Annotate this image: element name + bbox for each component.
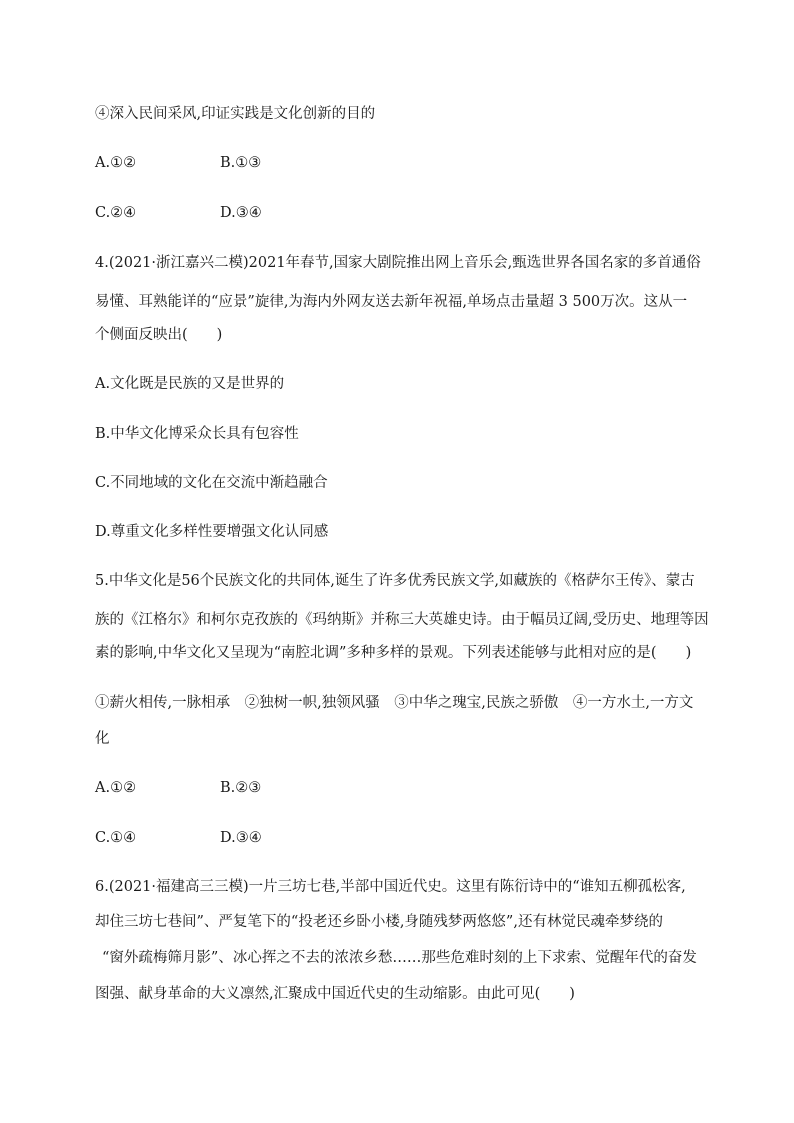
q4-option-d: D.尊重文化多样性要增强文化认同感 [95,524,329,540]
q3-option-b: B.①③ [220,155,262,171]
q3-item-4: ④深入民间采风,印证实践是文化创新的目的 [95,106,376,122]
q6-stem-line-4: 图强、献身革命的大义凛然,汇聚成中国近代史的生动缩影。由此可见( ) [95,986,575,1002]
q3-options-row-1 [95,153,715,173]
q5-option-d: D.③④ [220,830,262,846]
q5-stem-line-2: 族的《江格尔》和柯尔克孜族的《玛纳斯》并称三大英雄史诗。由于幅员辽阔,受历史、地理等因 [95,612,709,628]
q3-options-row-2 [95,203,715,223]
q4-option-a: A.文化既是民族的又是世界的 [95,376,285,392]
q5-stem-line-3: 素的影响,中华文化又呈现为“南腔北调”多种多样的景观。下列表述能够与此相对应的是( ) [95,645,692,661]
q5-options-row-2 [95,828,715,848]
q5-items-line-2: 化 [95,731,110,747]
q5-items-line-1: ①薪火相传,一脉相承 ②独树一帜,独领风骚 ③中华之瑰宝,民族之骄傲 ④一方水土,一方文 [95,695,694,711]
q4-stem-line-2: 易懂、耳熟能详的“应景”旋律,为海内外网友送去新年祝福,单场点击量超 3 500万次。这从一 [95,294,688,310]
q6-stem-line-3: “窗外疏梅筛月影”、冰心挥之不去的浓浓乡愁……那些危难时刻的上下求索、觉醒年代的奋发 [102,950,697,966]
q3-option-c: C.②④ [95,205,137,221]
q5-option-c: C.①④ [95,830,137,846]
q5-option-a: A.①② [95,780,137,796]
q6-stem-line-2: 却住三坊七巷间”、严复笔下的“投老还乡卧小楼,身随残梦两悠悠”,还有林觉民魂牵梦绕的 [95,914,663,930]
q5-options-row-1 [95,778,715,798]
q6-stem-line-1: 6.(2021·福建高三三模)一片三坊七巷,半部中国近代史。这里有陈衍诗中的“谁知五柳孤松客, [95,879,686,895]
q5-stem-line-1: 5.中华文化是56个民族文化的共同体,诞生了许多优秀民族文学,如藏族的《格萨尔王传》、蒙古 [95,573,695,589]
q4-stem-line-1: 4.(2021·浙江嘉兴二模)2021年春节,国家大剧院推出网上音乐会,甄选世界各国名家的多首通俗 [95,255,701,271]
q3-option-d: D.③④ [220,205,262,221]
q4-option-b: B.中华文化博采众长具有包容性 [95,426,299,442]
q4-option-c: C.不同地域的文化在交流中渐趋融合 [95,475,328,491]
q5-option-b: B.②③ [220,780,262,796]
q4-stem-line-3: 个侧面反映出( ) [95,327,223,343]
q3-option-a: A.①② [95,155,137,171]
